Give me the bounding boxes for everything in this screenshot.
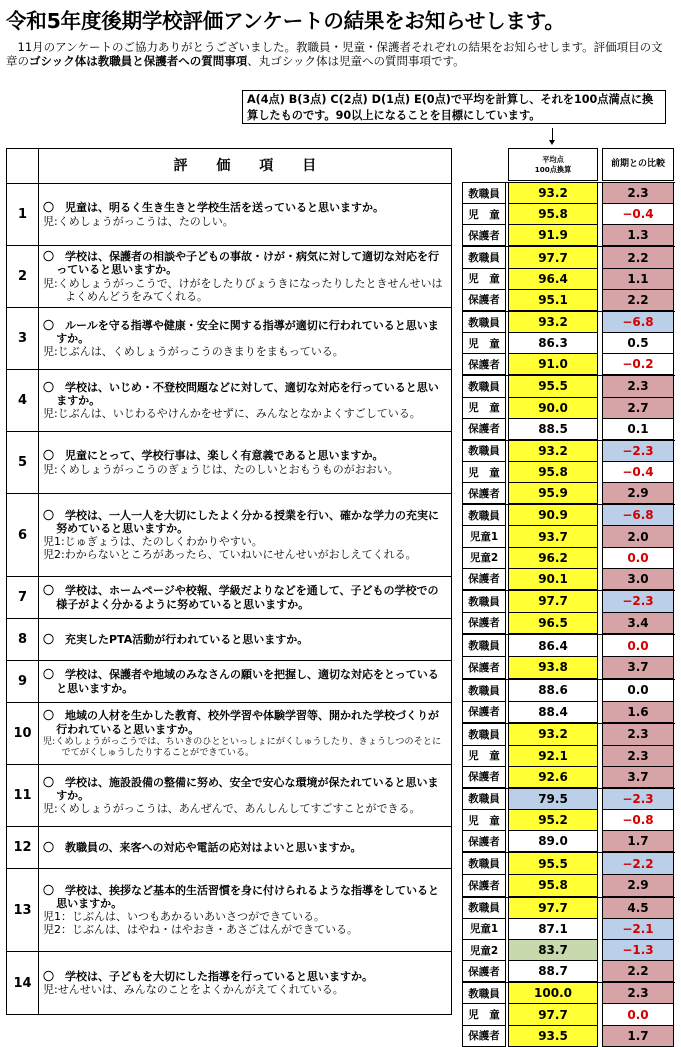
item-text [39,869,451,951]
score-difference: −2.2 [602,853,674,875]
item-question: 〇 学校は、一人一人を大切にしたよく分かる授業を行い、確かな学力の充実に努めていると思いますか。 [43,508,439,535]
score-row [462,853,675,875]
item-child-question: 児:せんせいは、みんなのことをよくかんがえてくれている。 [43,983,344,996]
evaluation-item-row [7,952,451,1014]
item-text [39,703,451,764]
score-difference: 1.3 [602,225,674,246]
respondent-label: 保護者 [462,657,506,679]
respondent-label: 教職員 [462,898,506,919]
score-row [462,983,675,1004]
respondent-label: 児 童 [462,462,506,483]
score-row [462,680,675,702]
respondent-label: 保護者 [462,831,506,852]
average-score: 97.7 [508,247,598,268]
item-child-question: 児:じぶんは、くめしょうがっこうのきまりをまもっている。 [43,345,344,359]
respondent-label: 児 童 [462,810,506,831]
respondent-label: 保護者 [462,290,506,311]
score-difference: 2.3 [602,724,674,745]
evaluation-item-row [7,827,451,869]
score-row [462,875,675,897]
respondent-label: 教職員 [462,635,506,657]
respondent-label: 教職員 [462,312,506,333]
item-question: 〇 児童にとって、学校行事は、楽しく有意義であると思いますか。 [43,449,384,463]
average-score: 96.4 [508,269,598,290]
score-row [462,569,675,590]
score-row [462,441,675,462]
average-score: 79.5 [508,789,598,810]
item-number: 9 [7,661,39,702]
average-score: 93.2 [508,312,598,333]
item-text [39,494,451,576]
down-arrow-icon [552,128,553,142]
score-row [462,247,675,268]
respondent-label: 児 童 [462,333,506,354]
average-score: 100.0 [508,983,598,1004]
average-score: 90.9 [508,505,598,526]
item-question: 〇 児童は、明るく生き生きと学校生活を送っていると思いますか。 [43,201,384,215]
evaluation-item-row [7,869,451,952]
score-group [462,590,675,635]
score-group [462,504,675,590]
average-score: 95.8 [508,875,598,897]
score-group [462,246,675,310]
item-child-question: 児:くめしょうがっこうで、けがをしたりびょうきになったりしたときせんせいはよくめんどうをみてくれる。 [43,276,443,303]
average-score: 93.2 [508,441,598,462]
average-score: 95.2 [508,810,598,831]
item-number: 3 [7,308,39,369]
item-text [39,827,451,868]
score-row [462,354,675,375]
score-group [462,788,675,852]
scoring-note: A(4点) B(3点) C(2点) D(1点) E(0点)で平均を計算し、それを100点満点に換算したものです。90以上になることを目標にしています。 [242,90,666,124]
item-text [39,246,451,307]
score-row [462,290,675,311]
respondent-label: 教職員 [462,680,506,702]
score-row [462,183,675,204]
score-difference: −1.3 [602,940,674,961]
evaluation-item-row [7,308,451,370]
score-difference: 2.3 [602,183,674,204]
score-group [462,897,675,983]
score-difference: 2.3 [602,983,674,1004]
score-group [462,723,675,787]
score-row [462,398,675,419]
score-difference: 2.9 [602,483,674,504]
average-header [508,148,598,181]
item-number: 6 [7,494,39,576]
average-score: 95.5 [508,853,598,875]
respondent-label: 児童1 [462,919,506,940]
score-group [462,679,675,724]
average-score: 88.5 [508,419,598,440]
score-difference: 2.7 [602,398,674,419]
item-number: 1 [7,184,39,245]
item-number: 7 [7,577,39,618]
item-child-question: 児:じぶんは、いじわるやけんかをせずに、みんなとなかよくすごしている。 [43,407,421,421]
respondent-label: 児 童 [462,1004,506,1025]
score-group [462,375,675,439]
average-score: 95.8 [508,204,598,225]
score-difference: 0.0 [602,1004,674,1025]
score-row [462,333,675,354]
intro-bold: ゴシック体は教職員と保護者への質問事項 [29,54,248,68]
evaluation-item-row [7,765,451,827]
average-score: 93.2 [508,183,598,204]
item-text [39,577,451,618]
evaluation-header [7,149,451,184]
score-row [462,1026,675,1047]
item-text [39,432,451,493]
evaluation-item-row [7,184,451,246]
score-difference: 0.5 [602,333,674,354]
average-score: 92.6 [508,767,598,788]
average-score: 88.4 [508,702,598,724]
score-row [462,312,675,333]
respondent-label: 教職員 [462,789,506,810]
respondent-label: 教職員 [462,247,506,268]
score-row [462,940,675,961]
score-difference: −2.3 [602,591,674,613]
score-row [462,269,675,290]
average-sublabel: 100点換算 [534,165,572,174]
average-score: 97.7 [508,898,598,919]
average-score: 86.4 [508,635,598,657]
item-number: 11 [7,765,39,826]
item-child-question: 児2：じぶんは、はやね・はやおき・あさごはんができている。 [43,923,358,937]
average-score: 96.2 [508,548,598,569]
score-row [462,483,675,504]
item-number: 4 [7,370,39,431]
item-number: 8 [7,619,39,660]
item-text [39,184,451,245]
item-question: 〇 学校は、ホームページや校報、学級だよりなどを通して、子どもの学校での様子がよく分かるように努めていると思いますか。 [43,584,439,611]
score-row [462,225,675,246]
item-text [39,370,451,431]
respondent-label: 児 童 [462,269,506,290]
score-difference: −0.2 [602,354,674,375]
respondent-label: 児 童 [462,204,506,225]
score-row [462,702,675,724]
item-number: 2 [7,246,39,307]
average-score: 93.5 [508,1026,598,1047]
score-difference: −6.8 [602,505,674,526]
score-row [462,810,675,831]
score-row [462,831,675,852]
item-number: 5 [7,432,39,493]
item-text [39,952,451,1014]
score-difference: 2.2 [602,247,674,268]
respondent-label: 保護者 [462,354,506,375]
respondent-label: 教職員 [462,441,506,462]
evaluation-items-table [6,148,452,1015]
score-difference: −2.3 [602,789,674,810]
respondent-label: 保護者 [462,483,506,504]
score-difference: −0.8 [602,810,674,831]
score-row [462,635,675,657]
items-label: 評 価 項 目 [173,158,317,174]
average-score: 93.8 [508,657,598,679]
average-score: 83.7 [508,940,598,961]
item-question: 〇 充実したPTA活動が行われていると思いますか。 [43,632,309,646]
respondent-label: 教職員 [462,376,506,397]
average-score: 90.0 [508,398,598,419]
evaluation-item-row [7,661,451,703]
respondent-label: 保護者 [462,875,506,897]
score-row [462,548,675,569]
respondent-label: 保護者 [462,767,506,788]
respondent-label: 児 童 [462,746,506,767]
respondent-label: 児童1 [462,526,506,547]
evaluation-item-row [7,432,451,494]
score-difference: 2.3 [602,746,674,767]
average-score: 88.6 [508,680,598,702]
average-score: 91.9 [508,225,598,246]
intro-line2: 、丸ゴシック体は児童への質問事項です。 [247,54,465,68]
score-difference: 3.7 [602,657,674,679]
score-row [462,746,675,767]
score-group [462,440,675,504]
score-row [462,419,675,440]
item-question: 〇 教職員の、来客への対応や電話の応対はよいと思いますか。 [43,840,362,854]
item-question: 〇 学校は、いじめ・不登校問題などに対して、適切な対応を行っていると思いますか。 [43,380,439,407]
average-score: 87.1 [508,919,598,940]
score-difference: −0.4 [602,462,674,483]
score-row [462,591,675,613]
score-row [462,204,675,225]
score-difference: 4.5 [602,898,674,919]
score-group [462,311,675,375]
score-row [462,462,675,483]
item-child-question: 児1:じゅぎょうは、たのしくわかりやすい。 [43,535,263,548]
average-score: 95.9 [508,483,598,504]
evaluation-item-row [7,370,451,432]
average-score: 93.2 [508,724,598,745]
item-child-question: 児:くめしょうがっこうは、あんぜんで、あんしんしてすごすことができる。 [43,802,421,816]
evaluation-item-row [7,494,451,577]
item-question: 〇 学校は、挨拶など基本的生活習慣を身に付けられるような指導をしていると思いますか。 [43,883,439,910]
intro-line1: 11月のアンケートのご協力ありがとうございました。教職員・児童・保護者それぞれの結果をお知らせします。評価項目の文章の [6,40,663,68]
score-difference: 2.2 [602,290,674,311]
respondent-label: 教職員 [462,591,506,613]
score-difference: 1.1 [602,269,674,290]
item-child-question: 児:くめしょうがっこうでは、ちいきのひとといっしょにがくしゅうしたり、きょうしつのそとにでてがくしゅうしたりすることができている。 [43,735,442,758]
score-row [462,505,675,526]
respondent-label: 教職員 [462,183,506,204]
item-text [39,619,451,660]
respondent-label: 保護者 [462,225,506,246]
item-text [39,661,451,702]
score-header [462,148,675,181]
score-difference: −2.1 [602,919,674,940]
score-difference: −2.3 [602,441,674,462]
score-group [462,982,675,1046]
respondent-column-header [462,148,506,181]
score-difference: 0.0 [602,548,674,569]
average-score: 95.1 [508,290,598,311]
score-group [462,852,675,897]
number-column-header [7,149,39,183]
average-score: 97.7 [508,1004,598,1025]
respondent-label: 教職員 [462,983,506,1004]
respondent-label: 児童2 [462,940,506,961]
item-number: 13 [7,869,39,951]
item-question: 〇 学校は、保護者や地域のみなさんの願いを把握し、適切な対応をとっていると思いますか。 [43,668,439,695]
score-group [462,634,675,679]
evaluation-item-row [7,577,451,619]
item-question: 〇 学校は、子どもを大切にした指導を行っていると思いますか。 [43,969,373,983]
average-label: 平均点 [542,155,564,164]
respondent-label: 保護者 [462,961,506,982]
score-difference: −6.8 [602,312,674,333]
evaluation-item-row [7,703,451,765]
score-difference: 3.7 [602,767,674,788]
respondent-label: 児童2 [462,548,506,569]
respondent-label: 児 童 [462,398,506,419]
average-score: 95.5 [508,376,598,397]
respondent-label: 教職員 [462,505,506,526]
item-child-question: 児:くめしょうがっこうのぎょうじは、たのしいとおもうものがおおい。 [43,462,399,476]
score-difference: 1.6 [602,702,674,724]
score-difference: 1.7 [602,1026,674,1047]
score-difference: 3.4 [602,613,674,635]
average-score: 89.0 [508,831,598,852]
intro-text [6,40,674,68]
item-question: 〇 ルールを守る指導や健康・安全に関する指導が適切に行われていると思いますか。 [43,318,439,345]
score-difference: 0.0 [602,680,674,702]
item-question: 〇 学校は、保護者の相談や子どもの事故・けが・病気に対して適切な対応を行っていると思いますか。 [43,250,439,277]
evaluation-item-row [7,619,451,661]
score-row [462,376,675,397]
score-table [462,148,675,1047]
item-child-question: 児:くめしょうがっこうは、たのしい。 [43,214,234,228]
average-score: 90.1 [508,569,598,590]
score-row [462,1004,675,1025]
score-group [462,182,675,246]
page-title: 令和5年度後期学校評価アンケートの結果をお知らせします。 [6,9,565,33]
item-child-question: 児1：じぶんは、いつもあかるいあいさつができている。 [43,910,325,923]
score-row [462,767,675,788]
score-row [462,724,675,745]
score-difference: 1.7 [602,831,674,852]
item-child-question: 児2:わからないところがあったら、ていねいにせんせいがおしえてくれる。 [43,548,417,562]
score-difference: 2.0 [602,526,674,547]
average-score: 88.7 [508,961,598,982]
score-row [462,789,675,810]
respondent-label: 保護者 [462,569,506,590]
evaluation-item-row [7,246,451,308]
score-row [462,898,675,919]
respondent-label: 保護者 [462,419,506,440]
item-number: 14 [7,952,39,1014]
respondent-label: 保護者 [462,1026,506,1047]
score-difference: 2.2 [602,961,674,982]
score-difference: 0.0 [602,635,674,657]
average-score: 97.7 [508,591,598,613]
score-row [462,613,675,635]
score-difference: 2.3 [602,376,674,397]
average-score: 86.3 [508,333,598,354]
score-difference: 0.1 [602,419,674,440]
respondent-label: 保護者 [462,613,506,635]
item-number: 12 [7,827,39,868]
item-text [39,765,451,826]
score-row [462,919,675,940]
score-difference: −0.4 [602,204,674,225]
average-score: 95.8 [508,462,598,483]
score-difference: 3.0 [602,569,674,590]
score-body [462,182,675,1047]
score-difference: 2.9 [602,875,674,897]
score-row [462,657,675,679]
respondent-label: 教職員 [462,853,506,875]
respondent-label: 保護者 [462,702,506,724]
evaluation-body [7,184,451,1014]
average-score: 96.5 [508,613,598,635]
average-score: 91.0 [508,354,598,375]
item-number: 10 [7,703,39,764]
item-question: 〇 地域の人材を生かした教育、校外学習や体験学習等、開かれた学校づくりが行われていると思いますか。 [43,709,439,736]
score-row [462,526,675,547]
compare-header: 前期との比較 [602,148,674,181]
respondent-label: 教職員 [462,724,506,745]
item-text [39,308,451,369]
average-score: 92.1 [508,746,598,767]
average-score: 93.7 [508,526,598,547]
item-question: 〇 学校は、施設設備の整備に努め、安全で安心な環境が保たれていると思いますか。 [43,775,439,802]
score-row [462,961,675,982]
